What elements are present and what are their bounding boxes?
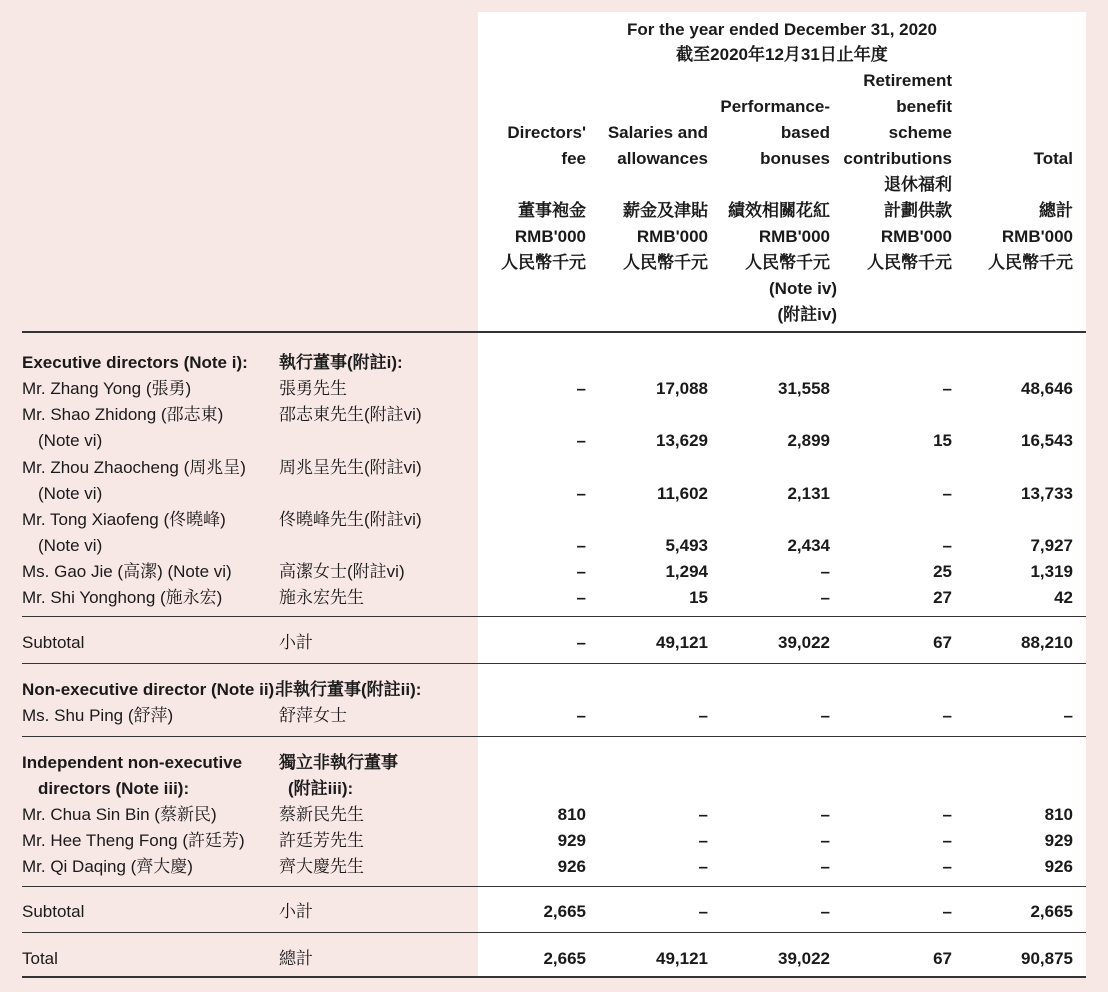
value-cell: 2,434 [787, 536, 830, 555]
header-rule [22, 331, 1086, 333]
row-rule [22, 663, 1086, 664]
section-heading-independent-zh-2: (附註iii): [288, 779, 354, 798]
col-retire-en-4: contributions [843, 149, 952, 168]
col-fee-unit-en: RMB'000 [514, 227, 586, 246]
col-fee-unit-zh: 人民幣千元 [501, 253, 586, 272]
section-heading-non-executive: Non-executive director (Note ii): [22, 680, 280, 699]
value-cell: – [942, 536, 952, 555]
director-name-zh: 周兆呈先生(附註vi) [279, 458, 422, 477]
value-cell: 926 [557, 857, 586, 876]
value-cell: – [942, 857, 952, 876]
value-cell: – [698, 831, 708, 850]
total-cell: 67 [933, 949, 952, 968]
col-bonus-en-3: bonuses [760, 149, 830, 168]
subtotal-cell: – [576, 633, 586, 652]
director-note: (Note vi) [38, 484, 103, 503]
col-bonus-unit-zh: 人民幣千元 [745, 253, 830, 272]
director-name: Ms. Gao Jie (高潔) (Note vi) [22, 562, 232, 581]
value-cell: 1,294 [665, 562, 708, 581]
value-cell: – [576, 536, 586, 555]
col-retire-en-1: Retirement [863, 71, 952, 90]
subtotal-label: Subtotal [22, 902, 85, 921]
director-name-zh: 高潔女士(附註vi) [279, 562, 405, 581]
value-cell: 25 [933, 562, 952, 581]
bottom-rule [22, 976, 1086, 978]
col-bonus-en-1: Performance- [720, 97, 830, 116]
director-name-zh: 張勇先生 [279, 379, 347, 398]
director-name: Mr. Shi Yonghong (施永宏) [22, 588, 223, 607]
col-bonus-unit-en: RMB'000 [758, 227, 830, 246]
subtotal-cell: – [698, 902, 708, 921]
col-total-unit-en: RMB'000 [1001, 227, 1073, 246]
value-cell: – [820, 562, 830, 581]
col-retire-en-3: scheme [888, 123, 952, 142]
section-heading-executive-zh: 執行董事(附註i): [279, 353, 403, 372]
value-cell: 15 [933, 431, 952, 450]
director-name: Mr. Qi Daqing (齊大慶) [22, 857, 193, 876]
value-cell: 31,558 [778, 379, 830, 398]
value-cell: – [576, 379, 586, 398]
director-name: Ms. Shu Ping (舒萍) [22, 706, 174, 725]
value-cell: 2,899 [787, 431, 830, 450]
director-name-zh: 施永宏先生 [279, 588, 364, 607]
value-cell: – [942, 831, 952, 850]
col-bonus-note-en: (Note iv) [769, 279, 837, 298]
col-salaries-unit-en: RMB'000 [636, 227, 708, 246]
value-cell: – [820, 588, 830, 607]
col-salaries-en-1: Salaries and [607, 123, 708, 142]
value-cell: – [576, 484, 586, 503]
value-cell: 13,629 [656, 431, 708, 450]
col-bonus-zh: 績效相關花紅 [728, 201, 830, 220]
director-note: (Note vi) [38, 431, 103, 450]
col-salaries-en-2: allowances [617, 149, 708, 168]
director-note: (Note vi) [38, 536, 103, 555]
period-en: For the year ended December 31, 2020 [627, 20, 937, 39]
col-fee-zh: 董事袍金 [518, 201, 586, 220]
value-cell: 27 [933, 588, 952, 607]
value-cell: 929 [1044, 831, 1073, 850]
section-heading-independent-2: directors (Note iii): [38, 779, 190, 798]
value-cell: – [942, 706, 952, 725]
value-cell: – [820, 706, 830, 725]
total-cell: 2,665 [543, 949, 586, 968]
value-cell: 2,131 [787, 484, 830, 503]
section-heading-executive: Executive directors (Note i): [22, 353, 248, 372]
value-cell: 7,927 [1030, 536, 1073, 555]
value-cell: – [1063, 706, 1073, 725]
period-zh: 截至2020年12月31日止年度 [676, 45, 888, 64]
director-name: Mr. Tong Xiaofeng (佟曉峰) [22, 510, 226, 529]
total-label: Total [22, 949, 58, 968]
value-cell: 810 [1044, 805, 1073, 824]
director-name-zh: 舒萍女士 [279, 706, 347, 725]
value-cell: – [942, 484, 952, 503]
col-retire-zh-1: 退休福利 [884, 175, 952, 194]
row-rule [22, 616, 1086, 617]
director-name: Mr. Shao Zhidong (邵志東) [22, 405, 224, 424]
value-cell: 926 [1044, 857, 1073, 876]
col-retire-unit-en: RMB'000 [880, 227, 952, 246]
col-salaries-zh: 薪金及津貼 [623, 201, 708, 220]
col-retire-zh-2: 計劃供款 [884, 201, 952, 220]
col-fee-en-2: fee [561, 149, 586, 168]
director-name-zh: 佟曉峰先生(附註vi) [279, 510, 422, 529]
value-cell: 17,088 [656, 379, 708, 398]
subtotal-cell: – [820, 902, 830, 921]
total-cell: 49,121 [656, 949, 708, 968]
value-cell: 16,543 [1021, 431, 1073, 450]
value-cell: – [942, 379, 952, 398]
director-name: Mr. Zhou Zhaocheng (周兆呈) [22, 458, 246, 477]
subtotal-cell: 2,665 [1030, 902, 1073, 921]
value-cell: – [942, 805, 952, 824]
value-cell: 929 [557, 831, 586, 850]
col-salaries-unit-zh: 人民幣千元 [623, 253, 708, 272]
col-retire-en-2: benefit [896, 97, 952, 116]
value-cell: – [820, 805, 830, 824]
subtotal-label: Subtotal [22, 633, 85, 652]
director-name: Mr. Hee Theng Fong (許廷芳) [22, 831, 245, 850]
col-bonus-en-2: based [780, 123, 830, 142]
value-cell: – [576, 588, 586, 607]
subtotal-cell: – [942, 902, 952, 921]
total-cell: 39,022 [778, 949, 830, 968]
value-cell: – [820, 831, 830, 850]
section-heading-independent-zh: 獨立非執行董事 [279, 753, 398, 772]
value-cell: – [576, 431, 586, 450]
row-rule [22, 886, 1086, 887]
director-name-zh: 許廷芳先生 [279, 831, 364, 850]
director-name: Mr. Zhang Yong (張勇) [22, 379, 192, 398]
subtotal-cell: 67 [933, 633, 952, 652]
value-cell: – [576, 706, 586, 725]
section-heading-independent: Independent non-executive [22, 753, 243, 772]
subtotal-label-zh: 小計 [279, 902, 313, 921]
director-name-zh: 蔡新民先生 [279, 805, 364, 824]
value-cell: 15 [689, 588, 708, 607]
row-rule [22, 932, 1086, 933]
total-cell: 90,875 [1021, 949, 1073, 968]
subtotal-cell: 2,665 [543, 902, 586, 921]
col-fee-en-1: Directors' [507, 123, 586, 142]
director-name-zh: 齊大慶先生 [279, 857, 364, 876]
value-cell: 13,733 [1021, 484, 1073, 503]
value-cell: 42 [1054, 588, 1073, 607]
value-cell: – [820, 857, 830, 876]
row-rule [22, 736, 1086, 737]
col-total-zh: 總計 [1039, 201, 1073, 220]
col-total-unit-zh: 人民幣千元 [988, 253, 1073, 272]
col-bonus-note-zh: (附註iv) [777, 305, 837, 324]
section-heading-non-executive-zh: 非執行董事(附註ii): [276, 680, 422, 699]
col-retire-unit-zh: 人民幣千元 [867, 253, 952, 272]
value-cell: – [576, 562, 586, 581]
value-cell: – [698, 857, 708, 876]
value-cell: 1,319 [1030, 562, 1073, 581]
total-label-zh: 總計 [279, 949, 313, 968]
value-cell: – [698, 706, 708, 725]
value-cell: 11,602 [656, 484, 708, 503]
subtotal-label-zh: 小計 [279, 633, 313, 652]
col-total-en: Total [1033, 149, 1073, 168]
subtotal-cell: 49,121 [656, 633, 708, 652]
director-name: Mr. Chua Sin Bin (蔡新民) [22, 805, 217, 824]
value-cell: 5,493 [665, 536, 708, 555]
director-name-zh: 邵志東先生(附註vi) [279, 405, 422, 424]
value-cell: 48,646 [1021, 379, 1073, 398]
subtotal-cell: 39,022 [778, 633, 830, 652]
value-cell: – [698, 805, 708, 824]
value-cell: 810 [557, 805, 586, 824]
subtotal-cell: 88,210 [1021, 633, 1073, 652]
